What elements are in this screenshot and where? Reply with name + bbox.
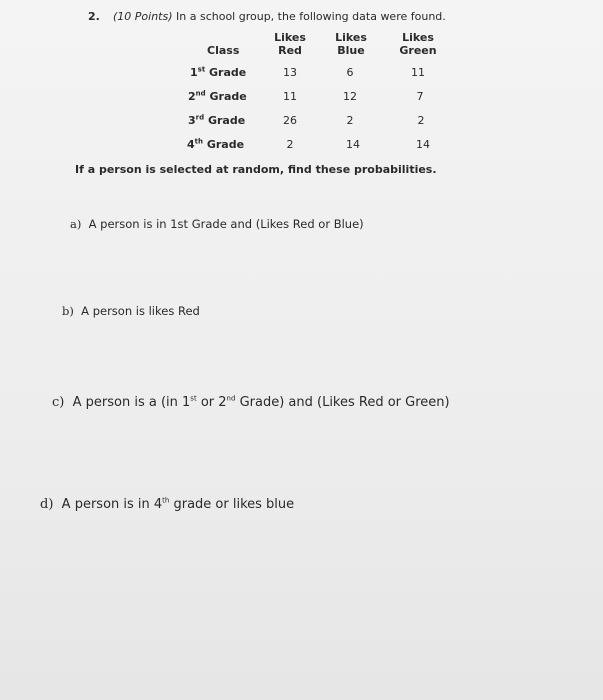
question-c-part2: or 2 — [196, 395, 227, 410]
question-d — [40, 497, 294, 512]
question-c-sup1: st — [190, 394, 197, 403]
question-b-letter: b) — [62, 304, 74, 318]
row-3-suffix: rd — [195, 113, 205, 122]
header-likes-green — [396, 31, 440, 57]
cell-grade2-red: 11 — [283, 90, 297, 103]
problem-intro — [113, 10, 446, 23]
cell-grade2-blue: 12 — [343, 90, 357, 103]
row-1-suffix: st — [197, 65, 206, 74]
row-4-num: 4 — [187, 138, 195, 151]
cell-grade3-green: 2 — [417, 114, 425, 127]
cell-grade1-blue: 6 — [346, 66, 354, 79]
cell-grade4-blue: 14 — [346, 138, 360, 151]
row-label-grade-1 — [190, 66, 246, 79]
cell-grade1-green: 11 — [411, 66, 425, 79]
row-3-num: 3 — [188, 114, 196, 127]
row-4-grade: Grade — [206, 138, 245, 151]
question-d-part2: grade or likes blue — [169, 497, 295, 512]
header-likes-red-line2: Red — [278, 44, 302, 57]
intro-text: In a school group, the following data were found. — [176, 10, 446, 23]
question-b — [62, 304, 200, 318]
row-3-grade: Grade — [207, 114, 246, 127]
row-2-grade: Grade — [209, 90, 247, 103]
cell-grade4-red: 2 — [286, 138, 294, 151]
header-likes-green-line1: Likes — [402, 31, 434, 44]
question-a-letter: a) — [70, 217, 82, 231]
header-likes-red — [270, 31, 310, 57]
question-d-part1: A person is in 4 — [61, 497, 163, 512]
points-label: (10 Points) — [113, 10, 173, 23]
cell-grade4-green: 14 — [416, 138, 430, 151]
header-likes-red-line1: Likes — [274, 31, 306, 44]
question-c-letter: c) — [52, 395, 65, 410]
row-4-suffix: th — [194, 137, 203, 146]
row-1-grade: Grade — [209, 66, 247, 79]
cell-grade3-red: 26 — [283, 114, 297, 127]
question-d-sup1: th — [162, 496, 170, 505]
cell-grade3-blue: 2 — [346, 114, 354, 127]
question-c-sup2: nd — [226, 394, 236, 403]
question-d-letter: d) — [40, 497, 54, 512]
question-c — [52, 395, 450, 410]
cell-grade2-green: 7 — [416, 90, 424, 103]
question-a — [70, 217, 364, 231]
header-class: Class — [207, 44, 240, 57]
header-likes-blue-line1: Likes — [335, 31, 367, 44]
problem-number: 2. — [88, 10, 100, 23]
row-label-grade-3 — [188, 114, 245, 127]
question-c-part1: A person is a (in 1 — [72, 395, 191, 410]
header-likes-green-line2: Green — [399, 44, 437, 57]
row-1-num: 1 — [190, 66, 198, 79]
instruction-text: If a person is selected at random, find these probabilities. — [75, 163, 437, 176]
question-a-text: A person is in 1st Grade and (Likes Red or Blue) — [88, 217, 364, 231]
header-likes-blue — [331, 31, 371, 57]
row-label-grade-2 — [188, 90, 247, 103]
row-label-grade-4 — [187, 138, 244, 151]
question-c-part3: Grade) and (Likes Red or Green) — [235, 395, 450, 410]
row-2-suffix: nd — [195, 89, 206, 98]
header-likes-blue-line2: Blue — [337, 44, 365, 57]
cell-grade1-red: 13 — [283, 66, 297, 79]
row-2-num: 2 — [188, 90, 196, 103]
question-b-text: A person is likes Red — [81, 304, 200, 318]
